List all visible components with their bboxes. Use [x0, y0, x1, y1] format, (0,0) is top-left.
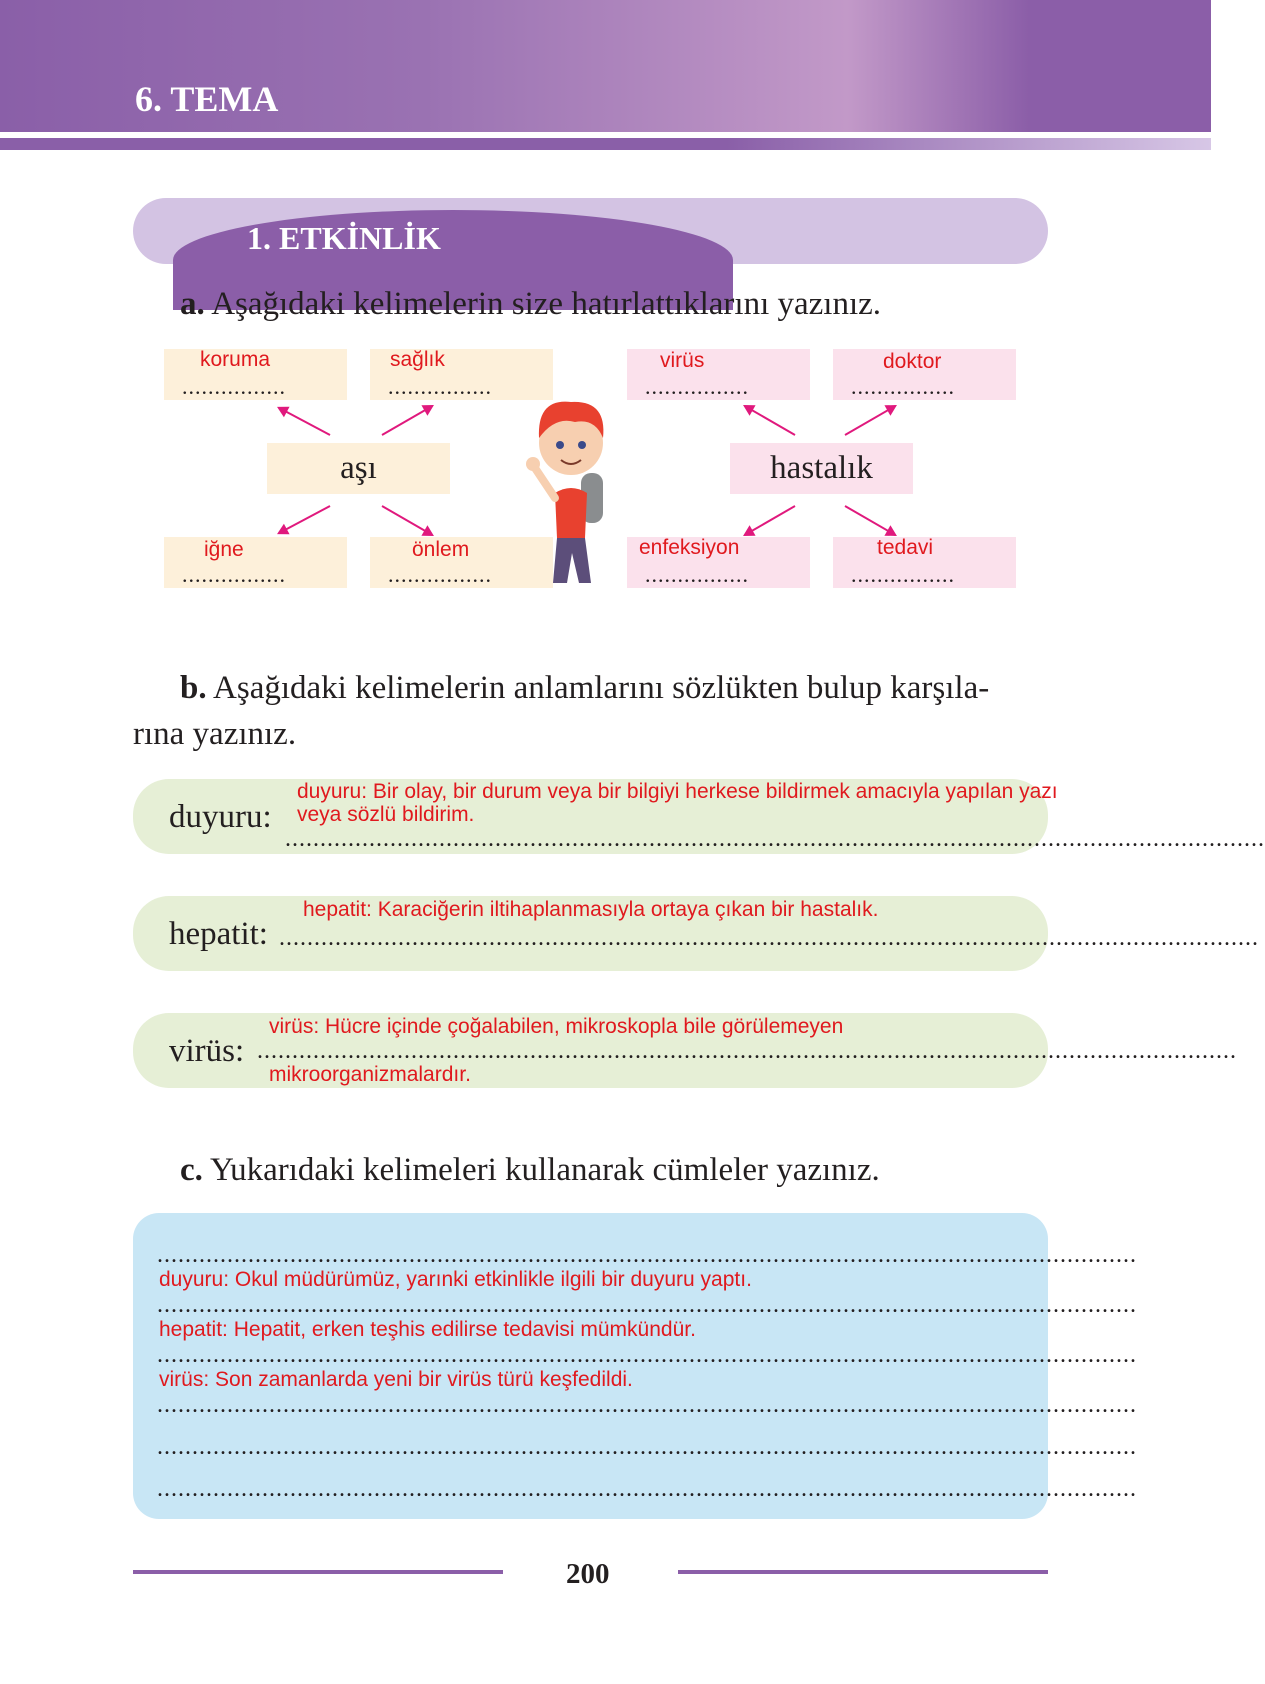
- dotted-line: ............................................................................................................................................: [157, 1392, 1137, 1418]
- term-label: virüs:: [169, 1033, 245, 1069]
- footer-line-left: [133, 1570, 503, 1574]
- arrow-icon: [845, 505, 896, 536]
- answer-text: tedavi: [877, 536, 934, 559]
- arrow-icon: [382, 405, 433, 436]
- part-b-heading-cont: rına yazınız.: [133, 716, 297, 752]
- definition-answer: hepatit: Karaciğerin iltihaplanmasıyla ortaya çıkan bir hastalık.: [303, 898, 879, 921]
- center-word-hastalik: hastalık: [730, 443, 913, 494]
- arrow-icon: [845, 405, 896, 436]
- arrow-icon: [744, 505, 795, 536]
- answer-text: önlem: [412, 538, 470, 561]
- dotted-line: ................: [851, 562, 955, 587]
- dotted-line: ............................................................................................................................................: [157, 1434, 1137, 1460]
- sentence-answer: hepatit: Hepatit, erken teşhis edilirse tedavisi mümkündür.: [159, 1318, 696, 1341]
- answer-text: iğne: [204, 538, 244, 561]
- part-b-heading: b. Aşağıdaki kelimelerin anlamlarını sözlükten bulup karşıla-: [180, 670, 990, 706]
- answer-box[interactable]: [833, 537, 1016, 588]
- page-number: 200: [566, 1558, 610, 1590]
- activity-banner: [133, 198, 1048, 264]
- answer-box[interactable]: [164, 537, 347, 588]
- dotted-line: ............................................................................................................................................: [157, 1476, 1137, 1502]
- footer-line-right: [678, 1570, 1048, 1574]
- dotted-line: ............................................................................................................................................: [285, 826, 1265, 852]
- theme-title: 6. TEMA: [135, 79, 279, 119]
- arrow-icon: [744, 405, 795, 436]
- answer-box[interactable]: [833, 349, 1016, 400]
- dotted-line: ............................................................................................................................................: [257, 1038, 1237, 1064]
- definition-answer: veya sözlü bildirim.: [297, 803, 475, 826]
- answer-box[interactable]: [627, 537, 810, 588]
- header-stripe: [0, 138, 1211, 150]
- arrow-icon: [382, 505, 433, 536]
- dotted-line: ............................................................................................................................................: [279, 925, 1259, 951]
- dotted-line: ................: [182, 374, 286, 399]
- dotted-line: ................: [388, 562, 492, 587]
- dotted-line: ............................................................................................................................................: [157, 1292, 1137, 1318]
- term-label: duyuru:: [169, 799, 272, 835]
- arrow-icon: [278, 505, 330, 534]
- arrow-icon: [278, 407, 330, 436]
- activity-title: 1. ETKİNLİK: [247, 220, 441, 256]
- answer-text: koruma: [200, 348, 271, 371]
- answer-text: sağlık: [390, 348, 445, 371]
- dotted-line: ................: [645, 562, 749, 587]
- dotted-line: ............................................................................................................................................: [157, 1242, 1137, 1268]
- answer-box[interactable]: [164, 349, 347, 400]
- boy-illustration: [515, 388, 630, 593]
- dotted-line: ................: [182, 562, 286, 587]
- part-c-heading: c. Yukarıdaki kelimeleri kullanarak cümleler yazınız.: [180, 1152, 880, 1188]
- sentence-answer: virüs: Son zamanlarda yeni bir virüs türü keşfedildi.: [159, 1368, 633, 1391]
- center-word-asi: aşı: [267, 443, 450, 494]
- dotted-line: ................: [851, 374, 955, 399]
- answer-text: enfeksiyon: [639, 536, 740, 559]
- answer-box[interactable]: [627, 349, 810, 400]
- sentence-area[interactable]: [133, 1213, 1137, 1519]
- definition-answer: virüs: Hücre içinde çoğalabilen, mikroskopla bile görülemeyen: [269, 1015, 844, 1038]
- dotted-line: ................: [388, 374, 492, 399]
- part-a-heading: a. Aşağıdaki kelimelerin size hatırlattıklarını yazınız.: [180, 286, 882, 322]
- term-label: hepatit:: [169, 916, 268, 952]
- dotted-line: ............................................................................................................................................: [157, 1342, 1137, 1368]
- answer-text: doktor: [883, 350, 942, 373]
- dotted-line: ................: [645, 374, 749, 399]
- definition-answer: duyuru: Bir olay, bir durum veya bir bilgiyi herkese bildirmek amacıyla yapılan yazı: [297, 780, 1058, 803]
- sentence-answer: duyuru: Okul müdürümüz, yarınki etkinlikle ilgili bir duyuru yaptı.: [159, 1268, 752, 1291]
- answer-text: virüs: [660, 349, 705, 372]
- definition-answer: mikroorganizmalardır.: [269, 1063, 471, 1086]
